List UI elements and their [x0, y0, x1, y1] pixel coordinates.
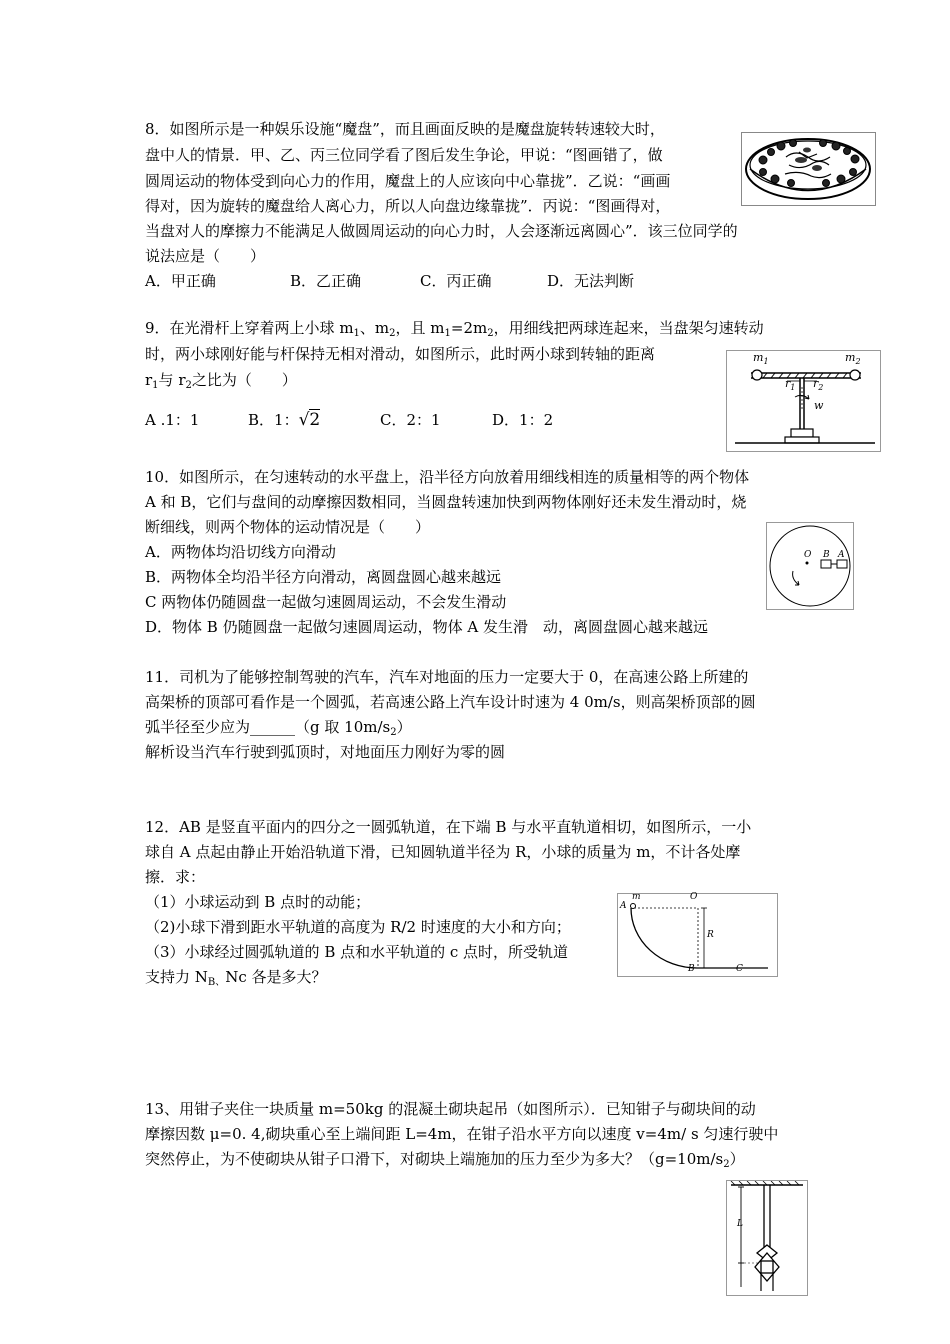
tongs-block-figure: [726, 1180, 808, 1296]
q9-line-2: 时，两小球刚好能与杆保持无相对滑动，如图所示，此时两小球到转轴的距离: [145, 345, 656, 363]
q10-line-2: A 和 B，它们与盘间的动摩擦因数相同，当圆盘转速加快到两物体刚好还未发生滑动时，烧: [145, 493, 747, 511]
q11-line-2: 高架桥的顶部可看作是一个圆弧，若高速公路上汽车设计时速为 4 0m/s，则高架桥顶部的圆: [145, 693, 756, 711]
quarter-arc-track-figure: [617, 893, 778, 977]
q9-line-3: $r_1$与 $r_2$之比为（ ）: [145, 371, 297, 391]
label-a: A: [620, 901, 627, 911]
q10-line-1: 10．如图所示，在匀速转动的水平盘上，沿半径方向放着用细线相连的质量相等的两个物体: [145, 468, 750, 486]
q13-line-3: 突然停止，为不使砌块从钳子口滑下，对砌块上端施加的压力至少为多大？$(g=10m/s_2)$: [145, 1150, 745, 1170]
q8-line-5: 当盘对人的摩擦力不能满足人做圆周运动的向心力时，人会逐渐远离圆心”．该三位同学的: [145, 222, 738, 240]
q10-option-c: C 两物体仍随圆盘一起做匀速圆周运动，不会发生滑动: [145, 593, 507, 611]
label-w: w: [814, 399, 824, 412]
q11-line-1: 11．司机为了能够控制驾驶的汽车，汽车对地面的压力一定要大于 0，在高速公路上所建的: [145, 668, 749, 686]
q10-option-d: D．物体 B 仍随圆盘一起做匀速圆周运动，物体 A 发生滑 动，离圆盘圆心越来越远: [145, 618, 708, 636]
label-m1: $m_1$: [753, 351, 769, 366]
label-r2: $r_2$: [813, 377, 824, 392]
label-l: L: [737, 1219, 743, 1229]
q10-option-b: B．两物体全均沿半径方向滑动，离圆盘圆心越来越远: [145, 568, 502, 586]
q8-option-b: B．乙正确: [290, 272, 362, 290]
q12-line-2: 球自 A 点起由静止开始沿轨道下滑，已知圆轨道半径为 R，小球的质量为 m，不计各处摩: [145, 843, 741, 861]
q8-line-1: 8．如图所示是一种娱乐设施“魔盘”，而且画面反映的是魔盘旋转转速较大时，: [145, 120, 665, 138]
q8-option-a: A．甲正确: [145, 272, 216, 290]
rotating-rod-figure: [726, 350, 881, 452]
q13-line-2: 摩擦因数 μ=0. 4,砌块重心至上端间距 L=4m，在钳子沿水平方向以速度 v=4m/ s 匀速行驶中: [145, 1125, 779, 1143]
q8-line-3: 圆周运动的物体受到向心力的作用，魔盘上的人应该向中心靠拢”．乙说：“画画: [145, 172, 671, 190]
q8-option-c: C．丙正确: [420, 272, 492, 290]
label-a: A: [838, 550, 845, 560]
q9-line-1: 9．在光滑杆上穿着两上小球 $m_1$、$m_2$，且 $m_1=2m_2$，用细线把两球连起来，当盘架匀速转动: [145, 319, 764, 339]
q11-line-4: 解析设当汽车行驶到弧顶时，对地面压力刚好为零的圆: [145, 743, 506, 761]
q11-answer-blank: ______: [250, 718, 296, 736]
q10-line-3: 断细线，则两个物体的运动情况是（ ）: [145, 518, 431, 536]
label-o: O: [690, 892, 698, 902]
q12-line-1: 12．AB 是竖直平面内的四分之一圆弧轨道，在下端 B 与水平直轨道相切，如图所示，一小: [145, 818, 752, 836]
label-b: B: [823, 550, 830, 560]
q8-line-6: 说法应是（ ）: [145, 247, 266, 265]
magic-disk-figure: [741, 132, 876, 206]
label-r: R: [707, 930, 714, 940]
label-b: B: [688, 964, 695, 974]
q12-part-3: （3）小球经过圆弧轨道的 B 点和水平轨道的 c 点时，所受轨道: [145, 943, 569, 961]
q10-option-a: A．两物体均沿切线方向滑动: [145, 543, 336, 561]
label-m2: $m_2$: [845, 351, 861, 366]
q8-line-2: 盘中人的情景．甲、乙、丙三位同学看了图后发生争论，甲说：“图画错了，做: [145, 146, 663, 164]
label-c: C: [736, 964, 743, 974]
q9-option-a: A .1：1: [145, 411, 200, 429]
q11-line-3: 弧半径至少应为______（g 取 $10m/s_2$）: [145, 718, 412, 738]
q12-line-3: 擦．求：: [145, 868, 206, 886]
turntable-figure: [766, 522, 854, 610]
label-o: O: [804, 550, 812, 560]
label-r1: $r_1$: [785, 377, 796, 392]
q12-part-2: （2)小球下滑到距水平轨道的高度为 R/2 时速度的大小和方向；: [145, 918, 571, 936]
q9-option-b: B．1：√2: [248, 410, 321, 430]
q8-line-4: 得对，因为旋转的魔盘给人离心力，所以人向盘边缘靠拢”．丙说：“图画得对，: [145, 197, 671, 215]
label-m: m: [632, 892, 641, 902]
q9-option-d: D．1：2: [492, 411, 554, 429]
q13-line-1: 13、用钳子夹住一块质量 m=50kg 的混凝土砌块起吊（如图所示）．已知钳子与砌块间的动: [145, 1100, 756, 1118]
q9-option-c: C．2：1: [380, 411, 441, 429]
q12-line-7: 支持力 $N_{B、}Nc$ 各是多大？: [145, 968, 327, 988]
q12-part-1: （1）小球运动到 B 点时的动能；: [145, 893, 371, 911]
q8-option-d: D．无法判断: [547, 272, 635, 290]
